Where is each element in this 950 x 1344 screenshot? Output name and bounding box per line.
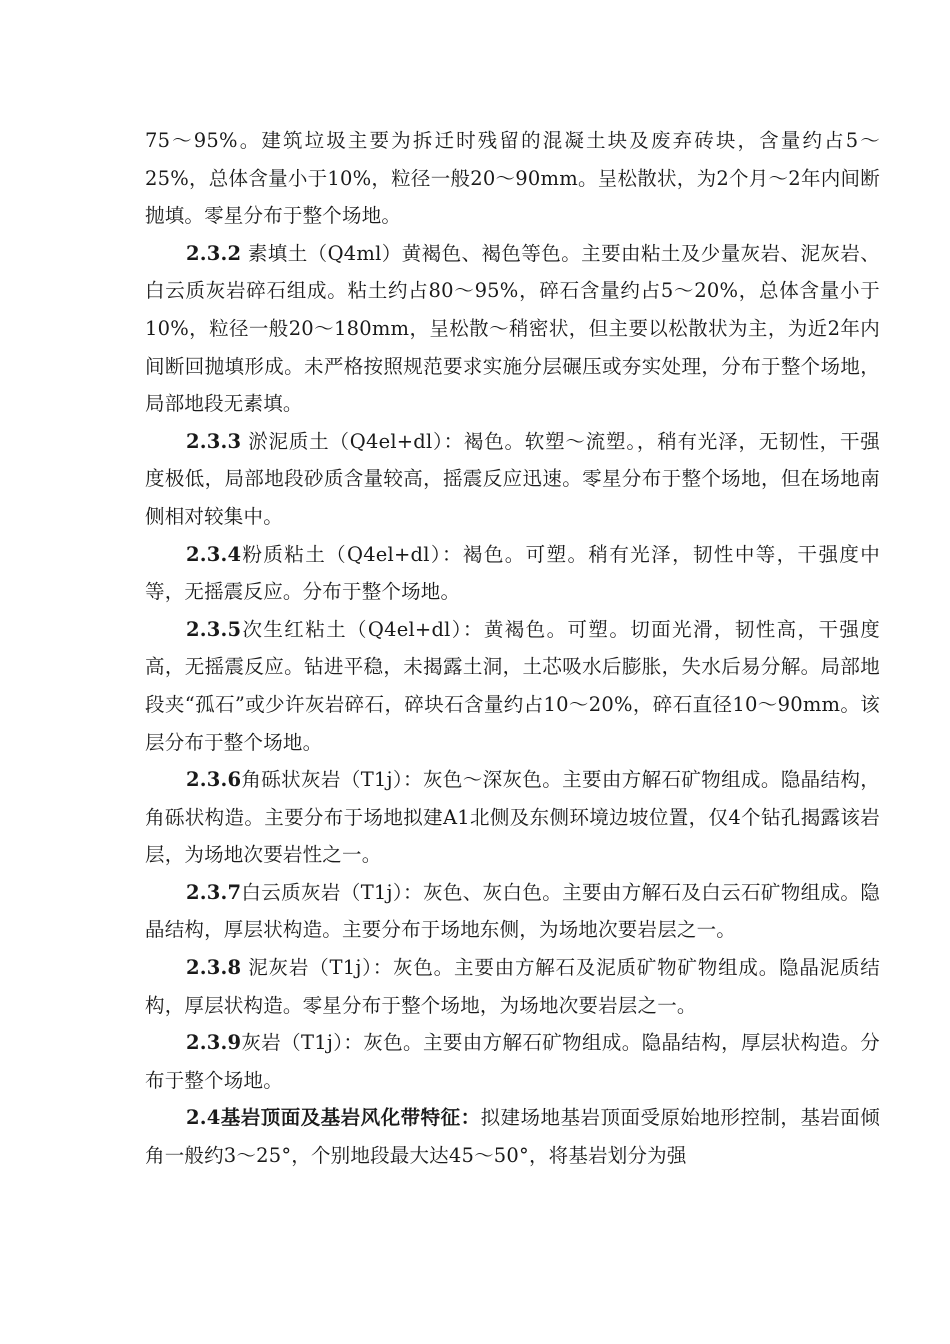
paragraph-2-3-6: [145, 761, 880, 874]
section-number: 2.3.8: [185, 956, 242, 980]
paragraph-2-3-1-continued: [145, 122, 880, 235]
paragraph-text: 拟建场地基岩顶面受原始地形控制，基岩面倾角一般约3～25°，个别地段最大达45～50°，将基岩划分为强: [145, 1106, 880, 1168]
section-number: 2.3.3: [185, 429, 242, 453]
paragraph-text: 次生红粘土（Q4el+dl）：黄褐色。可塑。切面光滑，韧性高，干强度高，无摇震反应。钻进平稳，未揭露土洞，土芯吸水后膨胀，失水后易分解。局部地段夹“孤石”或少许灰岩碎石，碎块石含量约占10～20%，碎石直径10～90mm。该层分布于整个场地。: [145, 617, 880, 754]
paragraph-text: 角砾状灰岩（T1j）：灰色～深灰色。主要由方解石矿物组成。隐晶结构，角砾状构造。主要分布于场地拟建A1北侧及东侧环境边坡位置，仅4个钻孔揭露该岩层，为场地次要岩性之一。: [145, 768, 880, 867]
paragraph-2-3-8: [145, 949, 880, 1024]
section-number: 2.3.9: [185, 1031, 242, 1055]
section-number: 2.3.6: [185, 768, 242, 792]
paragraph-2-3-7: [145, 874, 880, 949]
paragraph-text: 粉质粘土（Q4el+dl）：褐色。可塑。稍有光泽，韧性中等，干强度中等，无摇震反应。分布于整个场地。: [145, 542, 880, 604]
paragraph-text: 75～95%。建筑垃圾主要为拆迁时残留的混凝土块及废弃砖块，含量约占5～25%，总体含量小于10%，粒径一般20～90mm。呈松散状，为2个月～2年内间断抛填。零星分布于整个场地。: [145, 129, 880, 228]
section-number: 2.3.5: [185, 617, 242, 641]
section-number: 2.3.7: [185, 880, 242, 904]
paragraph-2-3-5: [145, 611, 880, 761]
paragraph-text: 素填土（Q4ml）黄褐色、褐色等色。主要由粘土及少量灰岩、泥灰岩、白云质灰岩碎石组成。粘土约占80～95%，碎石含量约占5～20%，总体含量小于10%，粒径一般20～180mm，呈松散～稍密状，但主要以松散状为主，为近2年内间断回抛填形成。未严格按照规范要求实施分层碾压或夯实处理，分布于整个场地，局部地段无素填。: [145, 241, 880, 416]
paragraph-2-4: [145, 1099, 880, 1174]
section-number: 2.4: [185, 1106, 221, 1130]
section-heading: 基岩顶面及基岩风化带特征：: [220, 1106, 481, 1130]
paragraph-2-3-2: [145, 235, 880, 423]
document-page: [145, 122, 880, 1175]
paragraph-text: 淤泥质土（Q4el+dl）：褐色。软塑～流塑。，稍有光泽，无韧性，干强度极低，局部地段砂质含量较高，摇震反应迅速。零星分布于整个场地，但在场地南侧相对较集中。: [145, 429, 880, 528]
paragraph-2-3-4: [145, 536, 880, 611]
section-number: 2.3.4: [185, 542, 242, 566]
section-number: 2.3.2: [185, 241, 242, 265]
paragraph-2-3-9: [145, 1024, 880, 1099]
paragraph-text: 灰岩（T1j）：灰色。主要由方解石矿物组成。隐晶结构，厚层状构造。分布于整个场地。: [145, 1031, 880, 1092]
paragraph-2-3-3: [145, 423, 880, 536]
paragraph-text: 泥灰岩（T1j）：灰色。主要由方解石及泥质矿物矿物组成。隐晶泥质结构，厚层状构造。零星分布于整个场地，为场地次要岩层之一。: [145, 956, 880, 1017]
paragraph-text: 白云质灰岩（T1j）：灰色、灰白色。主要由方解石及白云石矿物组成。隐晶结构，厚层状构造。主要分布于场地东侧，为场地次要岩层之一。: [145, 880, 880, 942]
